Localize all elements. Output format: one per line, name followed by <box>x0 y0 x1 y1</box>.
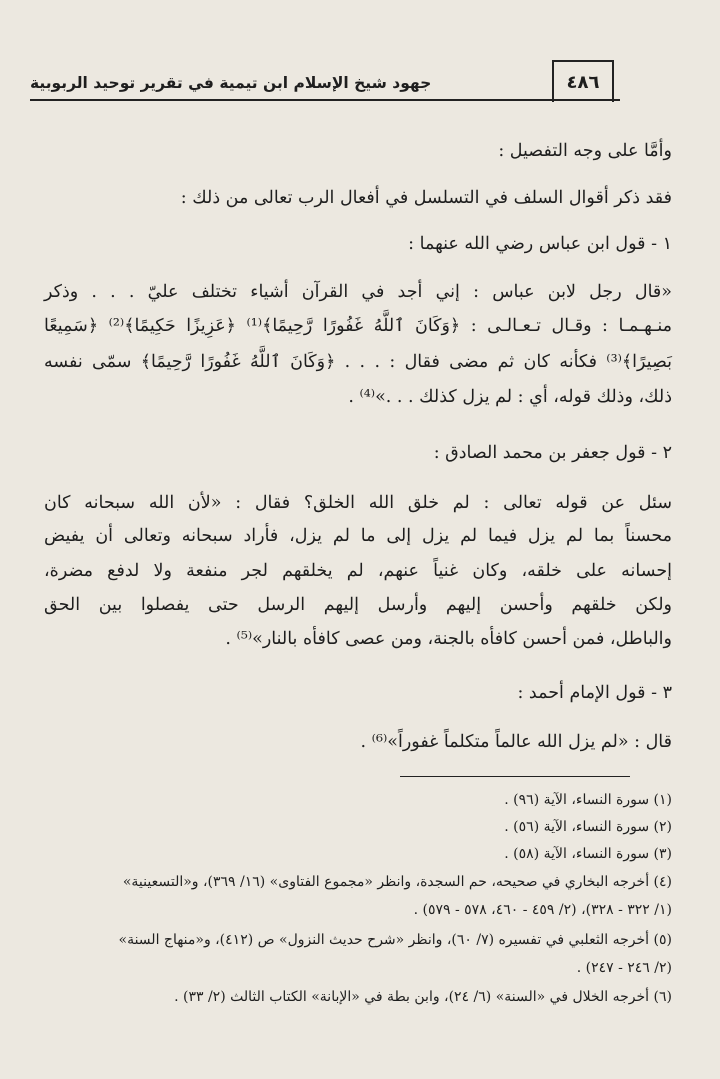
section-heading: ٣ - قول الإمام أحمد : <box>517 683 672 703</box>
footnote-continuation: (٢/ ٢٤٦ - ٢٤٧) . <box>576 960 672 976</box>
body-line: محسناً بما لم يزل فيما لم يزل إلى ما لم يزل، فأراد سبحانه وتعالى أن يفيض <box>44 526 672 546</box>
body-line: سئل عن قوله تعالى : لم خلق الله الخلق؟ فقال : «لأن الله سبحانه كان <box>44 493 672 513</box>
body-line: وأمَّا على وجه التفصيل : <box>498 141 672 161</box>
footnote: (٣) سورة النساء، الآية (٥٨) . <box>504 846 672 862</box>
footnote: (٤) أخرجه البخاري في صحيحه، حم السجدة، وانظر «مجموع الفتاوى» (١٦/ ٣٦٩)، و«التسعينية» <box>122 874 672 890</box>
footnote: (٢) سورة النساء، الآية (٥٦) . <box>504 819 672 835</box>
body-line: إحسانه على خلقه، وكان غنياً عنهم، لم يخلقهم لجر منفعة ولا لدفع مضرة، <box>44 561 672 581</box>
footnote: (١) سورة النساء، الآية (٩٦) . <box>504 792 672 808</box>
section-heading: ٢ - قول جعفر بن محمد الصادق : <box>433 443 672 463</box>
footnote: (٦) أخرجه الخلال في «السنة» (٦/ ٢٤)، وابن بطة في «الإبانة» الكتاب الثالث (٢/ ٣٣) . <box>174 989 672 1005</box>
body-line: ذلك، وذلك قوله، أي : لم يزل كذلك . . .»⁽⁴⁾ . <box>348 387 672 407</box>
body-line: ولكن خلقهم وأحسن إليهم وأرسل إليهم الرسل حتى يفصلوا بين الحق <box>44 595 672 615</box>
body-line: بَصِيرًا﴾⁽³⁾ فكأنه كان ثم مضى فقال : . . . ﴿وَكَانَ ٱللَّهُ غَفُورًا رَّحِيمًا﴾ سمّى نفسه <box>44 352 672 372</box>
footnote-continuation: (١/ ٣٢٢ - ٣٢٨)، (٢/ ٤٥٩ - ٤٦٠، ٥٧٨ - ٥٧٩) . <box>413 902 672 918</box>
body-line: فقد ذكر أقوال السلف في التسلسل في أفعال الرب تعالى من ذلك : <box>180 188 672 208</box>
body-line: منـهـمـا : وقـال تـعـالـى : ﴿وَكَانَ ٱللَّهُ غَفُورًا رَّحِيمًا﴾⁽¹⁾ ﴿عَزِيزًا حَكِيمًا﴾⁽²⁾ ﴿سَمِيعًا <box>44 316 673 336</box>
header-rule <box>30 99 620 101</box>
body-line: «قال رجل لابن عباس : إني أجد في القرآن أشياء تختلف عليّ . . . وذكر <box>44 282 672 302</box>
body-line: قال : «لم يزل الله عالماً متكلماً غفوراً»⁽⁶⁾ . <box>360 732 672 752</box>
footnote: (٥) أخرجه الثعلبي في تفسيره (٧/ ٦٠)، وانظر «شرح حديث النزول» ص (٤١٢)، و«منهاج السنة» <box>118 932 672 948</box>
section-heading: ١ - قول ابن عباس رضي الله عنهما : <box>408 234 672 254</box>
footnote-separator <box>400 776 630 777</box>
body-line: والباطل، فمن أحسن كافأه بالجنة، ومن عصى كافأه بالنار»⁽⁵⁾ . <box>225 629 672 649</box>
running-header-title: جهود شيخ الإسلام ابن تيمية في تقرير توحيد الربوبية <box>30 74 432 92</box>
page-number: ٤٨٦ <box>552 60 614 102</box>
